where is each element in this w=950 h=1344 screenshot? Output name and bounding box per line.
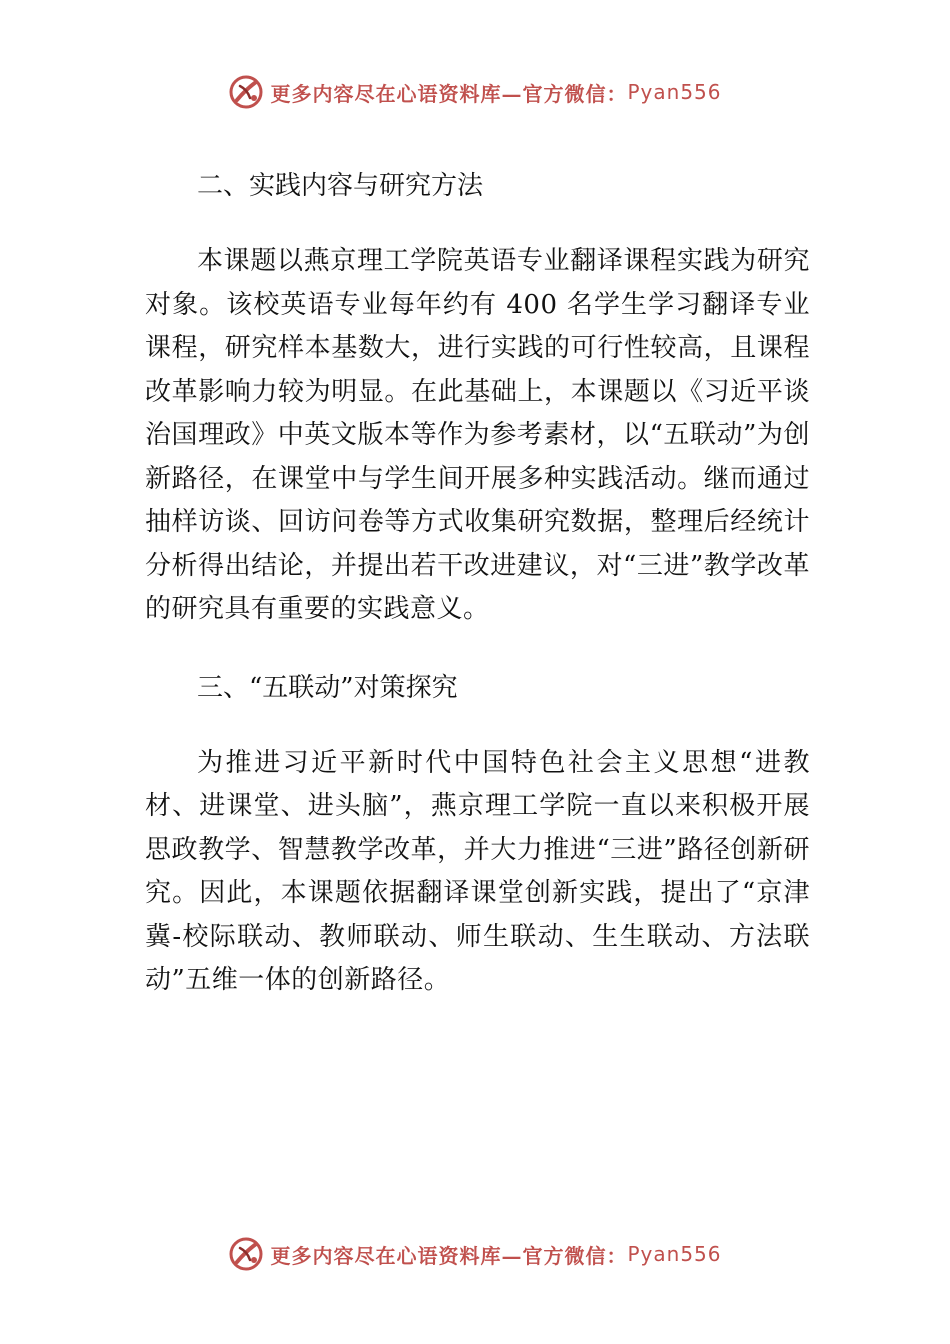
footer-banner-text: 更多内容尽在心语资料库—官方微信： bbox=[270, 1243, 628, 1268]
footer-banner bbox=[0, 1234, 950, 1274]
document-body bbox=[145, 160, 810, 1003]
section-paragraph: 本课题以燕京理工学院英语专业翻译课程实践为研究对象。该校英语专业每年约有 400 名学生学习翻译专业课程，研究样本基数大，进行实践的可行性较高，且课程改革影响力较为明显。在此基础上，本课题以《习近平谈治国理政》中英文版本等作为参考素材，以“五联动”为创新路径，在课堂中与学生间开展多种实践活动。继而通过抽样访谈、回访问卷等方式收集研究数据，整理后经统计分析得出结论，并提出若干改进建议，对“三进”教学改革的研究具有重要的实践意义。 bbox=[145, 246, 810, 624]
brush-logo-icon bbox=[228, 74, 264, 110]
section-heading: 三、“五联动”对策探究 bbox=[197, 672, 458, 703]
footer-wechat-id: Pyan556 bbox=[627, 1242, 722, 1266]
brush-logo-icon bbox=[228, 1236, 264, 1272]
section-paragraph: 为推进习近平新时代中国特色社会主义思想“进教材、进课堂、进头脑”，燕京理工学院一直以来积极开展思政教学、智慧教学改革，并大力推进“三进”路径创新研究。因此，本课题依据翻译课堂创新实践，提出了“京津冀-校际联动、教师联动、师生联动、生生联动、方法联动”五维一体的创新路径。 bbox=[145, 747, 810, 995]
header-banner-text: 更多内容尽在心语资料库—官方微信： bbox=[270, 81, 628, 106]
header-banner bbox=[0, 72, 950, 112]
section-heading: 二、实践内容与研究方法 bbox=[197, 171, 484, 201]
header-wechat-id: Pyan556 bbox=[627, 80, 722, 104]
